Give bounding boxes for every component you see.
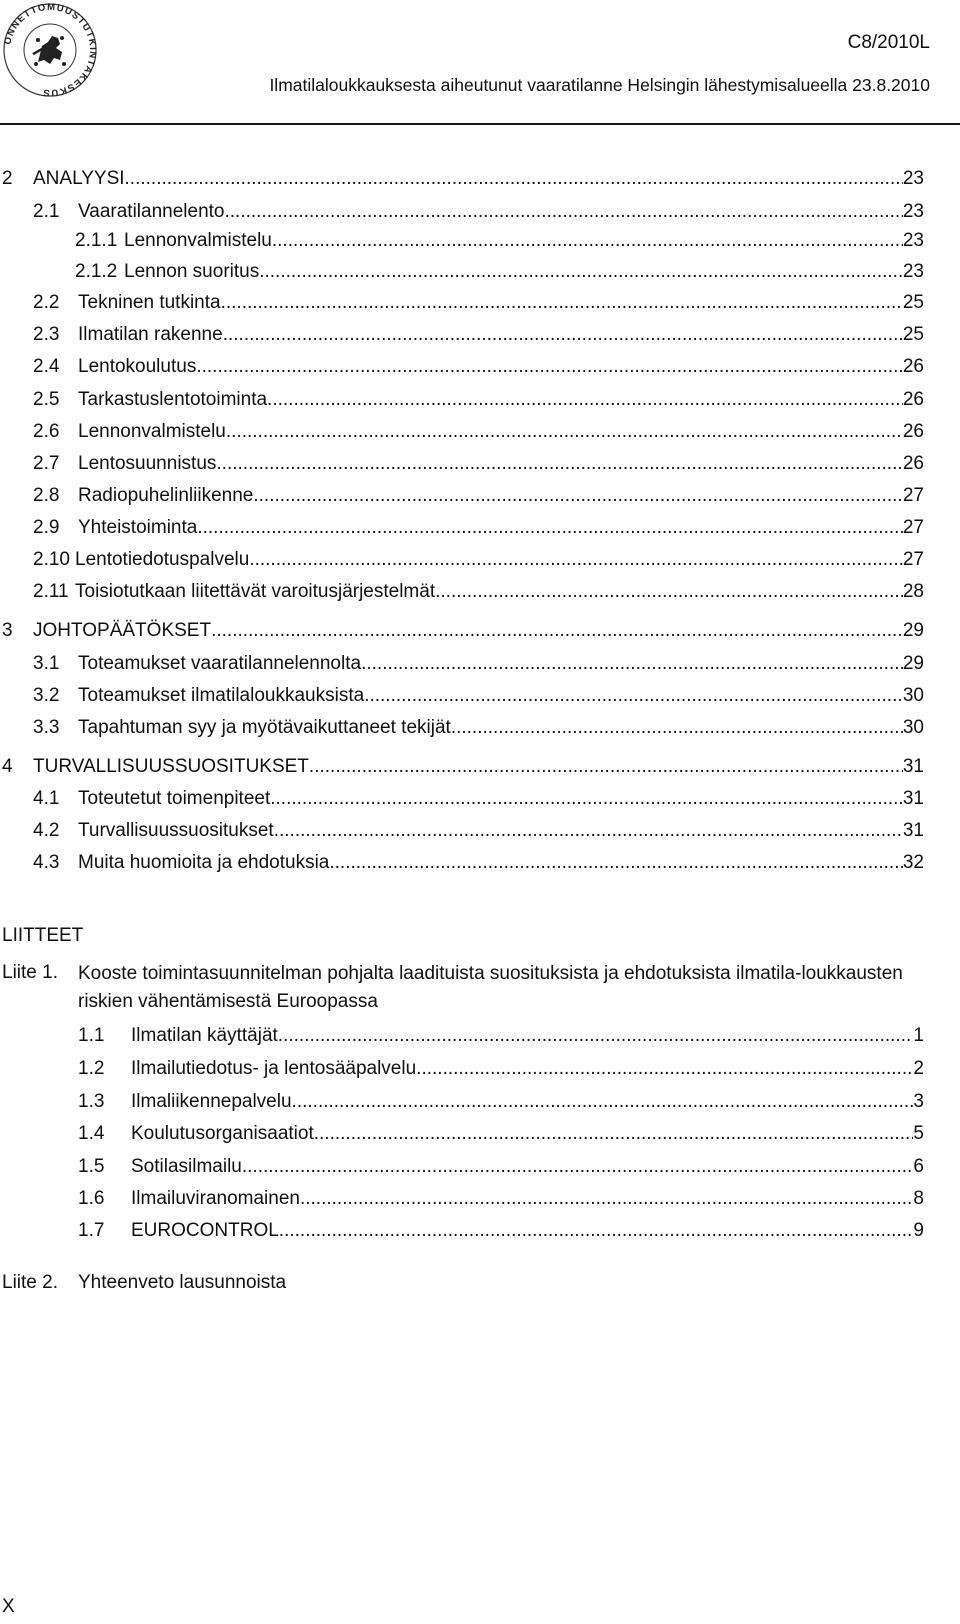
liite1-item-page: 2 (913, 1058, 924, 1079)
toc-entry[interactable] (0, 618, 958, 644)
liite1-item[interactable] (0, 1056, 958, 1082)
liite2-label: Liite 2. (2, 1272, 58, 1293)
toc-entry-page: 26 (902, 389, 924, 410)
liite1-item-title: Ilmatilan käyttäjät (131, 1025, 278, 1046)
liite1-item-number: 1.2 (78, 1058, 105, 1079)
toc-entry-number: 2.8 (33, 485, 60, 506)
liite2-description: Yhteenveto lausunnoista (78, 1272, 287, 1293)
svg-text:ONNETTOMUUSTUTKINTAKESKUS: ONNETTOMUUSTUTKINTAKESKUS (2, 2, 98, 98)
liite1-item-title: Ilmailuviranomainen (131, 1188, 300, 1209)
liite1-dot-leader (300, 1186, 913, 1212)
toc-entry[interactable] (0, 515, 958, 541)
toc-dot-leader (197, 515, 903, 541)
toc-entry-number: 2.5 (33, 389, 60, 410)
liite1-item-page: 5 (913, 1123, 924, 1144)
liite1-item-number: 1.5 (78, 1156, 105, 1177)
toc-entry-title: Toteamukset vaaratilannelennolta (78, 653, 362, 674)
toc-entry[interactable] (0, 715, 958, 741)
toc-entry[interactable] (0, 683, 958, 709)
toc-entry-number: 4 (2, 756, 13, 777)
toc-entry-page: 31 (902, 820, 924, 841)
liite1-dot-leader (416, 1056, 913, 1082)
toc-entry[interactable] (0, 322, 958, 348)
toc-entry-page: 27 (902, 549, 924, 570)
toc-entry-title: TURVALLISUUSSUOSITUKSET (33, 756, 309, 777)
toc-dot-leader (249, 547, 903, 573)
toc-entry-number: 2.6 (33, 421, 60, 442)
toc-entry-page: 26 (902, 421, 924, 442)
page-number: X (2, 1596, 15, 1617)
toc-entry[interactable] (0, 199, 958, 225)
toc-entry-page: 30 (902, 717, 924, 738)
toc-entry-page: 30 (902, 685, 924, 706)
toc-entry-number: 4.2 (33, 820, 60, 841)
toc-entry-title: Turvallisuussuositukset (78, 820, 274, 841)
toc-entry[interactable] (0, 483, 958, 509)
liite1-item[interactable] (0, 1154, 958, 1180)
toc-entry[interactable] (0, 786, 958, 812)
toc-entry-title: Lentokoulutus (78, 356, 197, 377)
toc-entry-number: 2.2 (33, 292, 60, 313)
liite1-item[interactable] (0, 1089, 958, 1115)
toc-dot-leader (259, 259, 903, 285)
toc-entry-title: Lentosuunnistus (78, 453, 217, 474)
toc-dot-leader (329, 850, 902, 876)
toc-entry-page: 31 (902, 756, 924, 777)
toc-entry-title: Toisiotutkaan liitettävät varoitusjärjestelmät (75, 581, 436, 602)
toc-entry-page: 27 (902, 517, 924, 538)
liite1-item[interactable] (0, 1121, 958, 1147)
toc-entry[interactable] (0, 354, 958, 380)
toc-dot-leader (223, 322, 903, 348)
toc-entry[interactable] (0, 259, 958, 285)
toc-entry[interactable] (0, 579, 958, 605)
toc-entry[interactable] (0, 419, 958, 445)
seal-icon (2, 2, 98, 98)
toc-entry-page: 23 (902, 261, 924, 282)
liite1-description: Kooste toimintasuunnitelman pohjalta laadituista suosituksista ja ehdotuksista ilmatila-loukkausten riskien vähentämisestä Euroopassa (78, 963, 903, 1012)
toc-entry[interactable] (0, 387, 958, 413)
toc-entry-number: 2.10 (33, 549, 70, 570)
liite1-item-page: 1 (913, 1025, 924, 1046)
liite1-item-page: 3 (913, 1091, 924, 1112)
liite1-item-number: 1.4 (78, 1123, 105, 1144)
toc-entry[interactable] (0, 290, 958, 316)
toc-entry-title: Yhteistoiminta (78, 517, 198, 538)
liite1-item-page: 9 (913, 1220, 924, 1241)
liite1-item-page: 6 (913, 1156, 924, 1177)
toc-dot-leader (309, 754, 903, 780)
toc-entry-title: Tekninen tutkinta (78, 292, 221, 313)
toc-entry-number: 2.11 (33, 581, 69, 602)
toc-entry[interactable] (0, 754, 958, 780)
toc-dot-leader (435, 579, 903, 605)
liite1-item-title: Ilmaliikennepalvelu (131, 1091, 292, 1112)
liite1-dot-leader (292, 1089, 914, 1115)
liite1-dot-leader (314, 1121, 914, 1147)
toc-entry-title: Muita huomioita ja ehdotuksia (78, 852, 330, 873)
toc-entry-page: 23 (902, 168, 924, 189)
toc-entry-number: 2.1.1 (75, 230, 118, 251)
toc-entry-page: 26 (902, 453, 924, 474)
toc-entry-number: 2.4 (33, 356, 60, 377)
toc-entry[interactable] (0, 850, 958, 876)
toc-entry-title: Lennonvalmistelu (124, 230, 272, 251)
toc-entry-page: 23 (902, 230, 924, 251)
liite1-item-title: EUROCONTROL (131, 1220, 279, 1241)
toc-dot-leader (253, 483, 903, 509)
toc-entry-page: 29 (902, 620, 924, 641)
toc-dot-leader (267, 387, 903, 413)
toc-entry-page: 26 (902, 356, 924, 377)
toc-entry[interactable] (0, 166, 958, 192)
toc-entry-title: ANALYYSI (33, 168, 125, 189)
toc-dot-leader (226, 419, 903, 445)
toc-entry-title: Toteamukset ilmatilaloukkauksista (78, 685, 365, 706)
agency-seal-logo (2, 2, 98, 98)
toc-entry-page: 28 (902, 581, 924, 602)
toc-entry-number: 2.1.2 (75, 261, 118, 282)
toc-entry-title: Toteutetut toimenpiteet (78, 788, 271, 809)
toc-dot-leader (270, 786, 903, 812)
toc-entry-number: 2.1 (33, 201, 60, 222)
toc-entry-title: Vaaratilannelento (78, 201, 225, 222)
toc-entry-title: Lennon suoritus (124, 261, 260, 282)
toc-entry[interactable] (0, 547, 958, 573)
toc-entry-number: 2.7 (33, 453, 60, 474)
liite1-item-page: 8 (913, 1188, 924, 1209)
toc-entry-number: 4.3 (33, 852, 60, 873)
liite1-dot-leader (279, 1218, 914, 1244)
liite1-item-title: Koulutusorganisaatiot (131, 1123, 314, 1144)
toc-dot-leader (196, 354, 903, 380)
toc-entry-page: 27 (902, 485, 924, 506)
liite1-item-number: 1.3 (78, 1091, 105, 1112)
liitteet-heading: LIITTEET (2, 925, 84, 946)
toc-entry-page: 25 (902, 324, 924, 345)
report-title: Ilmatilaloukkauksesta aiheutunut vaaratilanne Helsingin lähestymisalueella 23.8.2010 (269, 75, 930, 95)
toc-dot-leader (211, 618, 903, 644)
toc-dot-leader (361, 651, 903, 677)
liite1-dot-leader (242, 1154, 914, 1180)
toc-entry-title: Ilmatilan rakenne (78, 324, 223, 345)
toc-dot-leader (451, 715, 903, 741)
toc-entry-number: 3.2 (33, 685, 60, 706)
toc-dot-leader (274, 818, 903, 844)
liite1-item[interactable] (0, 1218, 958, 1244)
toc-entry-title: Tarkastuslentotoiminta (78, 389, 268, 410)
toc-entry-page: 31 (902, 788, 924, 809)
header-divider (0, 123, 960, 125)
toc-entry-number: 4.1 (33, 788, 60, 809)
toc-entry[interactable] (0, 228, 958, 254)
toc-entry-page: 25 (902, 292, 924, 313)
toc-entry-page: 29 (902, 653, 924, 674)
toc-entry-title: Radiopuhelinliikenne (78, 485, 254, 506)
toc-entry-number: 3.3 (33, 717, 60, 738)
toc-entry[interactable] (0, 451, 958, 477)
liite1-item-title: Ilmailutiedotus- ja lentosääpalvelu (131, 1058, 417, 1079)
report-code: C8/2010L (847, 32, 930, 53)
toc-dot-leader (216, 451, 902, 477)
liite1-item[interactable] (0, 1023, 958, 1049)
toc-entry-number: 2 (2, 168, 13, 189)
liite1-dot-leader (278, 1023, 914, 1049)
toc-dot-leader (221, 290, 903, 316)
toc-entry-page: 32 (902, 852, 924, 873)
toc-entry-number: 2.9 (33, 517, 60, 538)
toc-dot-leader (224, 199, 902, 225)
liite1-item-number: 1.7 (78, 1220, 105, 1241)
toc-entry-title: Lennonvalmistelu (78, 421, 226, 442)
toc-entry-number: 3.1 (33, 653, 60, 674)
toc-dot-leader (125, 166, 903, 192)
toc-entry-title: Lentotiedotuspalvelu (75, 549, 250, 570)
toc-entry-title: JOHTOPÄÄTÖKSET (33, 620, 212, 641)
liite1-item[interactable] (0, 1186, 958, 1212)
liite1-item-number: 1.1 (78, 1025, 105, 1046)
toc-entry[interactable] (0, 818, 958, 844)
liite1-item-title: Sotilasilmailu (131, 1156, 242, 1177)
toc-dot-leader (364, 683, 903, 709)
liite1-item-number: 1.6 (78, 1188, 105, 1209)
toc-dot-leader (272, 228, 903, 254)
toc-entry-title: Tapahtuman syy ja myötävaikuttaneet tekijät (78, 717, 451, 738)
toc-entry[interactable] (0, 651, 958, 677)
toc-entry-page: 23 (902, 201, 924, 222)
toc-entry-number: 2.3 (33, 324, 60, 345)
toc-entry-number: 3 (2, 620, 13, 641)
liite1-label: Liite 1. (2, 962, 58, 983)
